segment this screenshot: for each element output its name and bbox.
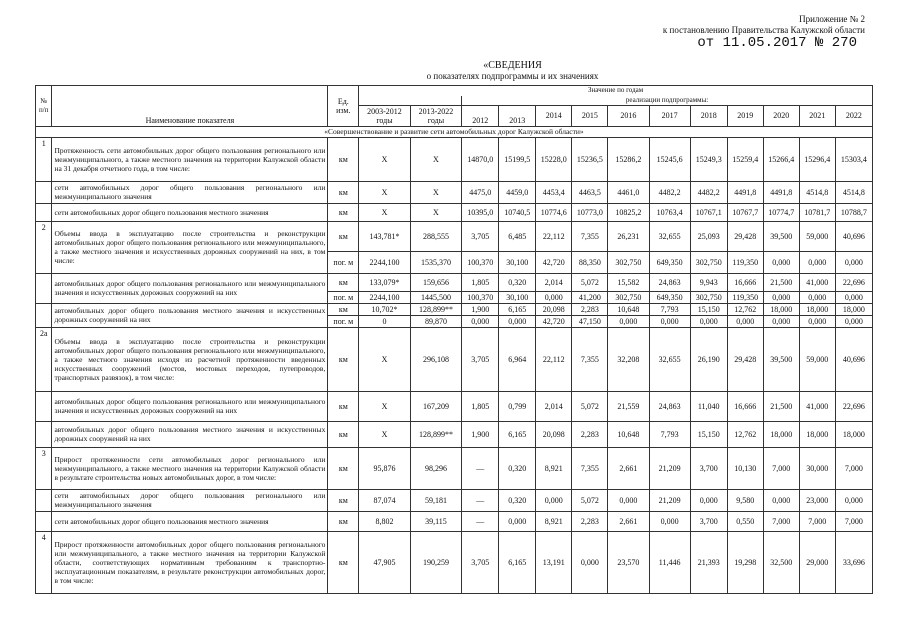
value-cell: 25,093 <box>690 221 727 251</box>
value-cell: 41,000 <box>799 391 835 421</box>
table-row <box>36 137 873 181</box>
value-cell: 8,921 <box>536 511 572 531</box>
unit-cell: км <box>328 511 359 531</box>
value-cell: 10767,7 <box>727 203 763 221</box>
decree-reference: к постановлению Правительства Калужской области <box>662 25 865 35</box>
year-header: 2013-2022 годы <box>410 105 461 126</box>
value-cell: 47,905 <box>359 531 410 593</box>
value-cell: 10773,0 <box>572 203 608 221</box>
value-cell: 2,283 <box>572 511 608 531</box>
value-cell: 22,696 <box>835 273 872 291</box>
value-cell: 12,762 <box>727 421 763 447</box>
value-cell: 10,130 <box>727 447 763 489</box>
value-cell: 7,793 <box>649 303 690 315</box>
value-cell: 15,150 <box>690 421 727 447</box>
value-cell: 7,000 <box>799 511 835 531</box>
row-number: 3 <box>36 447 52 489</box>
unit-cell: км <box>328 489 359 511</box>
value-cell: 0,000 <box>690 489 727 511</box>
value-cell: Х <box>359 327 410 391</box>
unit-cell: км <box>328 531 359 593</box>
row-number <box>36 203 52 221</box>
value-cell: 15266,4 <box>763 137 799 181</box>
value-cell: 32,655 <box>649 327 690 391</box>
value-cell: 0,000 <box>499 315 536 327</box>
value-cell: 5,072 <box>572 489 608 511</box>
value-cell: 26,231 <box>608 221 649 251</box>
value-cell: 42,720 <box>536 315 572 327</box>
value-cell: 4514,8 <box>835 181 872 203</box>
value-cell: 1,900 <box>462 303 499 315</box>
year-header: 2017 <box>649 105 690 126</box>
table-row <box>36 489 873 511</box>
value-cell: 16,666 <box>727 391 763 421</box>
value-cell: 7,355 <box>572 447 608 489</box>
value-cell: 10,702* <box>359 303 410 315</box>
value-cell: 24,863 <box>649 391 690 421</box>
value-cell: 40,696 <box>835 327 872 391</box>
value-cell: 0,000 <box>572 531 608 593</box>
value-cell: 5,072 <box>572 391 608 421</box>
value-cell: 0,799 <box>499 391 536 421</box>
table-row <box>36 421 873 447</box>
value-cell: 302,750 <box>608 291 649 303</box>
value-cell: 3,705 <box>462 221 499 251</box>
value-cell: 100,370 <box>462 251 499 273</box>
value-cell: 0,000 <box>799 291 835 303</box>
value-cell: 21,209 <box>649 447 690 489</box>
value-cell: 10763,4 <box>649 203 690 221</box>
unit-cell: км <box>328 181 359 203</box>
value-cell: 39,500 <box>763 327 799 391</box>
value-cell: 32,655 <box>649 221 690 251</box>
value-cell: 0,000 <box>799 251 835 273</box>
value-cell: 10,648 <box>608 421 649 447</box>
value-cell: 3,705 <box>462 327 499 391</box>
value-cell: 13,191 <box>536 531 572 593</box>
unit-cell: км <box>328 391 359 421</box>
value-cell: 7,000 <box>835 511 872 531</box>
decree-date-number: от 11.05.2017 № 270 <box>697 35 857 51</box>
row-number: 1 <box>36 137 52 181</box>
unit-cell: пог. м <box>328 251 359 273</box>
value-cell: 15259,4 <box>727 137 763 181</box>
value-cell: 89,870 <box>410 315 461 327</box>
realization-group-header: реализации подпрограммы: <box>462 96 873 106</box>
value-cell: 4463,5 <box>572 181 608 203</box>
value-cell: 47,150 <box>572 315 608 327</box>
value-cell: 30,100 <box>499 251 536 273</box>
value-cell: 128,899** <box>410 421 461 447</box>
value-cell: Х <box>359 137 410 181</box>
value-cell: 4514,8 <box>799 181 835 203</box>
value-cell: 18,000 <box>835 303 872 315</box>
value-cell: 0,000 <box>835 489 872 511</box>
value-cell: 26,190 <box>690 327 727 391</box>
value-cell: 302,750 <box>690 291 727 303</box>
year-header: 2021 <box>799 105 835 126</box>
value-cell: 29,428 <box>727 221 763 251</box>
value-cell: 10740,5 <box>499 203 536 221</box>
table-row <box>36 327 873 391</box>
value-cell: 19,298 <box>727 531 763 593</box>
unit-cell: км <box>328 203 359 221</box>
value-cell: 7,355 <box>572 221 608 251</box>
value-cell: 88,350 <box>572 251 608 273</box>
indicator-name: Прирост протяженности сети автомобильных дорог регионального или межмуниципального, а также местного значения на территории Калужской области в результате строительства новых автомобильных дорог, в том числе: <box>52 447 328 489</box>
value-cell: 10767,1 <box>690 203 727 221</box>
row-number <box>36 303 52 327</box>
indicator-name: сети автомобильных дорог общего пользования регионального или межмуниципального значения <box>52 181 328 203</box>
unit-cell: км <box>328 303 359 315</box>
value-cell: 649,350 <box>649 251 690 273</box>
value-cell: 0,000 <box>690 315 727 327</box>
value-cell: 0,000 <box>608 315 649 327</box>
table-row <box>36 531 873 593</box>
value-cell: 24,863 <box>649 273 690 291</box>
value-cell: 7,000 <box>763 447 799 489</box>
indicator-name: автомобильных дорог общего пользования регионального или межмуниципального значения и искусственных дорожных сооружений на них <box>52 273 328 303</box>
value-cell: 0,000 <box>835 251 872 273</box>
value-cell: 1,805 <box>462 391 499 421</box>
value-cell: 6,964 <box>499 327 536 391</box>
table-row <box>36 511 873 531</box>
indicator-name: автомобильных дорог общего пользования регионального или межмуниципального значения и искусственных дорожных сооружений на них <box>52 391 328 421</box>
value-cell: 2244,100 <box>359 291 410 303</box>
value-cell: 11,040 <box>690 391 727 421</box>
value-cell: 0,550 <box>727 511 763 531</box>
value-cell: 87,074 <box>359 489 410 511</box>
value-cell: 100,370 <box>462 291 499 303</box>
unit-cell: км <box>328 327 359 391</box>
value-cell: 8,921 <box>536 447 572 489</box>
indicator-name: сети автомобильных дорог общего пользования местного значения <box>52 203 328 221</box>
value-cell: 0,000 <box>536 489 572 511</box>
value-cell: 0,320 <box>499 273 536 291</box>
value-cell: 119,350 <box>727 291 763 303</box>
value-cell: 3,700 <box>690 447 727 489</box>
unit-cell: км <box>328 273 359 291</box>
value-cell: — <box>462 511 499 531</box>
unit-cell: км <box>328 421 359 447</box>
value-cell: 10774,6 <box>536 203 572 221</box>
document-subtitle: о показателях подпрограммы и их значениях <box>426 71 599 81</box>
row-number <box>36 181 52 203</box>
value-cell: Х <box>359 421 410 447</box>
value-cell: 15245,6 <box>649 137 690 181</box>
value-cell: 10788,7 <box>835 203 872 221</box>
value-cell: 190,259 <box>410 531 461 593</box>
value-cell: 1535,370 <box>410 251 461 273</box>
value-cell: 32,208 <box>608 327 649 391</box>
value-cell: 21,500 <box>763 273 799 291</box>
row-number: 2а <box>36 327 52 391</box>
value-cell: 1,900 <box>462 421 499 447</box>
value-cell: 2,283 <box>572 303 608 315</box>
value-cell: 0,000 <box>462 315 499 327</box>
value-cell: 15199,5 <box>499 137 536 181</box>
col-name-header: Наименование показателя <box>52 86 328 127</box>
indicator-name: сети автомобильных дорог общего пользования регионального или межмуниципального значения <box>52 489 328 511</box>
value-cell: 0,000 <box>763 291 799 303</box>
value-cell: 2244,100 <box>359 251 410 273</box>
value-cell: 29,000 <box>799 531 835 593</box>
table-row <box>36 447 873 489</box>
value-cell: 302,750 <box>690 251 727 273</box>
value-cell: 0,000 <box>835 291 872 303</box>
value-cell: 9,943 <box>690 273 727 291</box>
value-cell: 6,165 <box>499 303 536 315</box>
value-cell: 4482,2 <box>690 181 727 203</box>
value-cell: 21,559 <box>608 391 649 421</box>
document-title: «СВЕДЕНИЯ <box>483 60 542 71</box>
value-cell: 6,165 <box>499 531 536 593</box>
year-header: 2020 <box>763 105 799 126</box>
indicators-table <box>35 85 873 594</box>
value-cell: 33,696 <box>835 531 872 593</box>
value-cell: 29,428 <box>727 327 763 391</box>
value-cell: 9,580 <box>727 489 763 511</box>
value-cell: 39,500 <box>763 221 799 251</box>
value-cell: 7,000 <box>835 447 872 489</box>
value-cell: 12,762 <box>727 303 763 315</box>
value-cell: 15236,5 <box>572 137 608 181</box>
value-cell: 30,100 <box>499 291 536 303</box>
value-cell: 41,200 <box>572 291 608 303</box>
value-cell: 4491,8 <box>763 181 799 203</box>
value-cell: 143,781* <box>359 221 410 251</box>
value-cell: 20,098 <box>536 303 572 315</box>
value-cell: 4453,4 <box>536 181 572 203</box>
value-cell: 649,350 <box>649 291 690 303</box>
value-cell: 4482,2 <box>649 181 690 203</box>
value-cell: 0 <box>359 315 410 327</box>
row-number <box>36 273 52 303</box>
year-header: 2003-2012 годы <box>359 105 410 126</box>
value-cell: 119,350 <box>727 251 763 273</box>
value-cell: 2,661 <box>608 511 649 531</box>
value-cell: 10825,2 <box>608 203 649 221</box>
value-cell: 18,000 <box>835 421 872 447</box>
row-number <box>36 391 52 421</box>
value-cell: 0,000 <box>763 489 799 511</box>
value-cell: 23,000 <box>799 489 835 511</box>
value-cell: 59,000 <box>799 327 835 391</box>
value-cell: Х <box>410 137 461 181</box>
value-cell: 3,705 <box>462 531 499 593</box>
value-cell: 11,446 <box>649 531 690 593</box>
value-cell: 41,000 <box>799 273 835 291</box>
unit-cell: км <box>328 137 359 181</box>
value-cell: 4475,0 <box>462 181 499 203</box>
value-cell: Х <box>410 181 461 203</box>
year-header: 2019 <box>727 105 763 126</box>
value-cell: 159,656 <box>410 273 461 291</box>
indicator-name: Протяженность сети автомобильных дорог общего пользования регионального или межмуниципального, а также местного значения на территории Калужской области на 31 декабря отчетного года, в том числе: <box>52 137 328 181</box>
value-cell: 21,393 <box>690 531 727 593</box>
value-cell: 0,320 <box>499 489 536 511</box>
value-cell: 98,296 <box>410 447 461 489</box>
table-row <box>36 391 873 421</box>
indicator-name: Объемы ввода в эксплуатацию после строительства и реконструкции автомобильных дорог общего пользования регионального или межмуниципального, а также местного значения и искусственных дорожных сооружений на них, в том числе: <box>52 221 328 273</box>
col-unit-header: Ед. изм. <box>328 86 359 127</box>
value-cell: Х <box>359 391 410 421</box>
value-cell: 4459,0 <box>499 181 536 203</box>
value-cell: 133,079* <box>359 273 410 291</box>
value-cell: 18,000 <box>763 421 799 447</box>
value-cell: 22,112 <box>536 221 572 251</box>
value-cell: 0,000 <box>499 511 536 531</box>
value-cell: 0,000 <box>799 315 835 327</box>
value-cell: 15228,0 <box>536 137 572 181</box>
value-cell: 10,648 <box>608 303 649 315</box>
value-cell: 7,793 <box>649 421 690 447</box>
value-cell: 2,661 <box>608 447 649 489</box>
value-cell: 167,209 <box>410 391 461 421</box>
value-cell: 39,115 <box>410 511 461 531</box>
value-cell: 23,570 <box>608 531 649 593</box>
indicator-name: автомобильных дорог общего пользования местного значения и искусственных дорожных сооружений на них <box>52 421 328 447</box>
value-cell: — <box>462 447 499 489</box>
value-cell: 15303,4 <box>835 137 872 181</box>
value-cell: 0,000 <box>649 511 690 531</box>
year-header: 2015 <box>572 105 608 126</box>
value-cell: 6,165 <box>499 421 536 447</box>
table-row <box>36 273 873 291</box>
value-cell: 8,802 <box>359 511 410 531</box>
value-cell: 16,666 <box>727 273 763 291</box>
value-cell: 0,000 <box>649 315 690 327</box>
value-cell: 15,582 <box>608 273 649 291</box>
value-cell: 2,283 <box>572 421 608 447</box>
year-header: 2016 <box>608 105 649 126</box>
values-group-header: Значение по годам <box>359 86 873 96</box>
value-cell: 18,000 <box>799 303 835 315</box>
value-cell: 0,320 <box>499 447 536 489</box>
value-cell: 4491,8 <box>727 181 763 203</box>
value-cell: 2,014 <box>536 273 572 291</box>
year-header: 2018 <box>690 105 727 126</box>
table-row <box>36 221 873 251</box>
blank-header <box>359 96 462 106</box>
value-cell: 30,000 <box>799 447 835 489</box>
value-cell: 22,696 <box>835 391 872 421</box>
annex-label: Приложение № 2 <box>799 14 865 24</box>
value-cell: 10774,7 <box>763 203 799 221</box>
table-row <box>36 203 873 221</box>
section-title: «Совершенствование и развитие сети автомобильных дорог Калужской области» <box>36 126 873 137</box>
value-cell: 18,000 <box>763 303 799 315</box>
year-header: 2014 <box>536 105 572 126</box>
value-cell: 0,000 <box>763 251 799 273</box>
value-cell: 21,209 <box>649 489 690 511</box>
value-cell: 128,899** <box>410 303 461 315</box>
value-cell: 5,072 <box>572 273 608 291</box>
value-cell: 42,720 <box>536 251 572 273</box>
year-header: 2012 <box>462 105 499 126</box>
value-cell: 296,108 <box>410 327 461 391</box>
indicator-name: Прирост протяженности автомобильных дорог общего пользования регионального или межмуниципального, а также местного значения на территории Калужской области, соответствующих нормативным требованиям к транспортно-эксплуатационным показателям, в результате реконструкции автомобильных дорог, в том числе: <box>52 531 328 593</box>
row-number: 2 <box>36 221 52 273</box>
value-cell: 1,805 <box>462 273 499 291</box>
value-cell: 14870,0 <box>462 137 499 181</box>
value-cell: 18,000 <box>799 421 835 447</box>
value-cell: — <box>462 489 499 511</box>
row-number <box>36 421 52 447</box>
year-header: 2022 <box>835 105 872 126</box>
value-cell: 2,014 <box>536 391 572 421</box>
year-header: 2013 <box>499 105 536 126</box>
value-cell: 15,150 <box>690 303 727 315</box>
value-cell: 40,696 <box>835 221 872 251</box>
value-cell: 59,000 <box>799 221 835 251</box>
table-row <box>36 181 873 203</box>
table-row <box>36 303 873 315</box>
value-cell: 302,750 <box>608 251 649 273</box>
row-number <box>36 511 52 531</box>
unit-cell: км <box>328 221 359 251</box>
indicator-name: Объемы ввода в эксплуатацию после строительства и реконструкции автомобильных дорог общего пользования регионального или межмуниципального, а также местного значения исходя из расчетной протяженности введенных искусственных сооружений (мостов, мостовых переходов, путепроводов, транспортных развязок), в том числе: <box>52 327 328 391</box>
value-cell: Х <box>359 181 410 203</box>
value-cell: 95,876 <box>359 447 410 489</box>
unit-cell: пог. м <box>328 291 359 303</box>
value-cell: 0,000 <box>608 489 649 511</box>
value-cell: 288,555 <box>410 221 461 251</box>
value-cell: 7,000 <box>763 511 799 531</box>
value-cell: 15249,3 <box>690 137 727 181</box>
value-cell: 1445,500 <box>410 291 461 303</box>
value-cell: 59,181 <box>410 489 461 511</box>
value-cell: 7,355 <box>572 327 608 391</box>
value-cell: 21,500 <box>763 391 799 421</box>
row-number <box>36 489 52 511</box>
value-cell: 15286,2 <box>608 137 649 181</box>
value-cell: Х <box>359 203 410 221</box>
value-cell: 0,000 <box>727 315 763 327</box>
value-cell: Х <box>410 203 461 221</box>
value-cell: 4461,0 <box>608 181 649 203</box>
value-cell: 10781,7 <box>799 203 835 221</box>
value-cell: 15296,4 <box>799 137 835 181</box>
value-cell: 0,000 <box>763 315 799 327</box>
value-cell: 20,098 <box>536 421 572 447</box>
row-number: 4 <box>36 531 52 593</box>
value-cell: 32,500 <box>763 531 799 593</box>
value-cell: 0,000 <box>835 315 872 327</box>
unit-cell: км <box>328 447 359 489</box>
indicator-name: сети автомобильных дорог общего пользования местного значения <box>52 511 328 531</box>
value-cell: 0,000 <box>536 291 572 303</box>
unit-cell: пог. м <box>328 315 359 327</box>
value-cell: 6,485 <box>499 221 536 251</box>
value-cell: 10395,0 <box>462 203 499 221</box>
col-num-header: № п/п <box>36 86 52 127</box>
value-cell: 3,700 <box>690 511 727 531</box>
indicator-name: автомобильных дорог общего пользования местного значения и искусственных дорожных сооружений на них <box>52 303 328 327</box>
value-cell: 22,112 <box>536 327 572 391</box>
